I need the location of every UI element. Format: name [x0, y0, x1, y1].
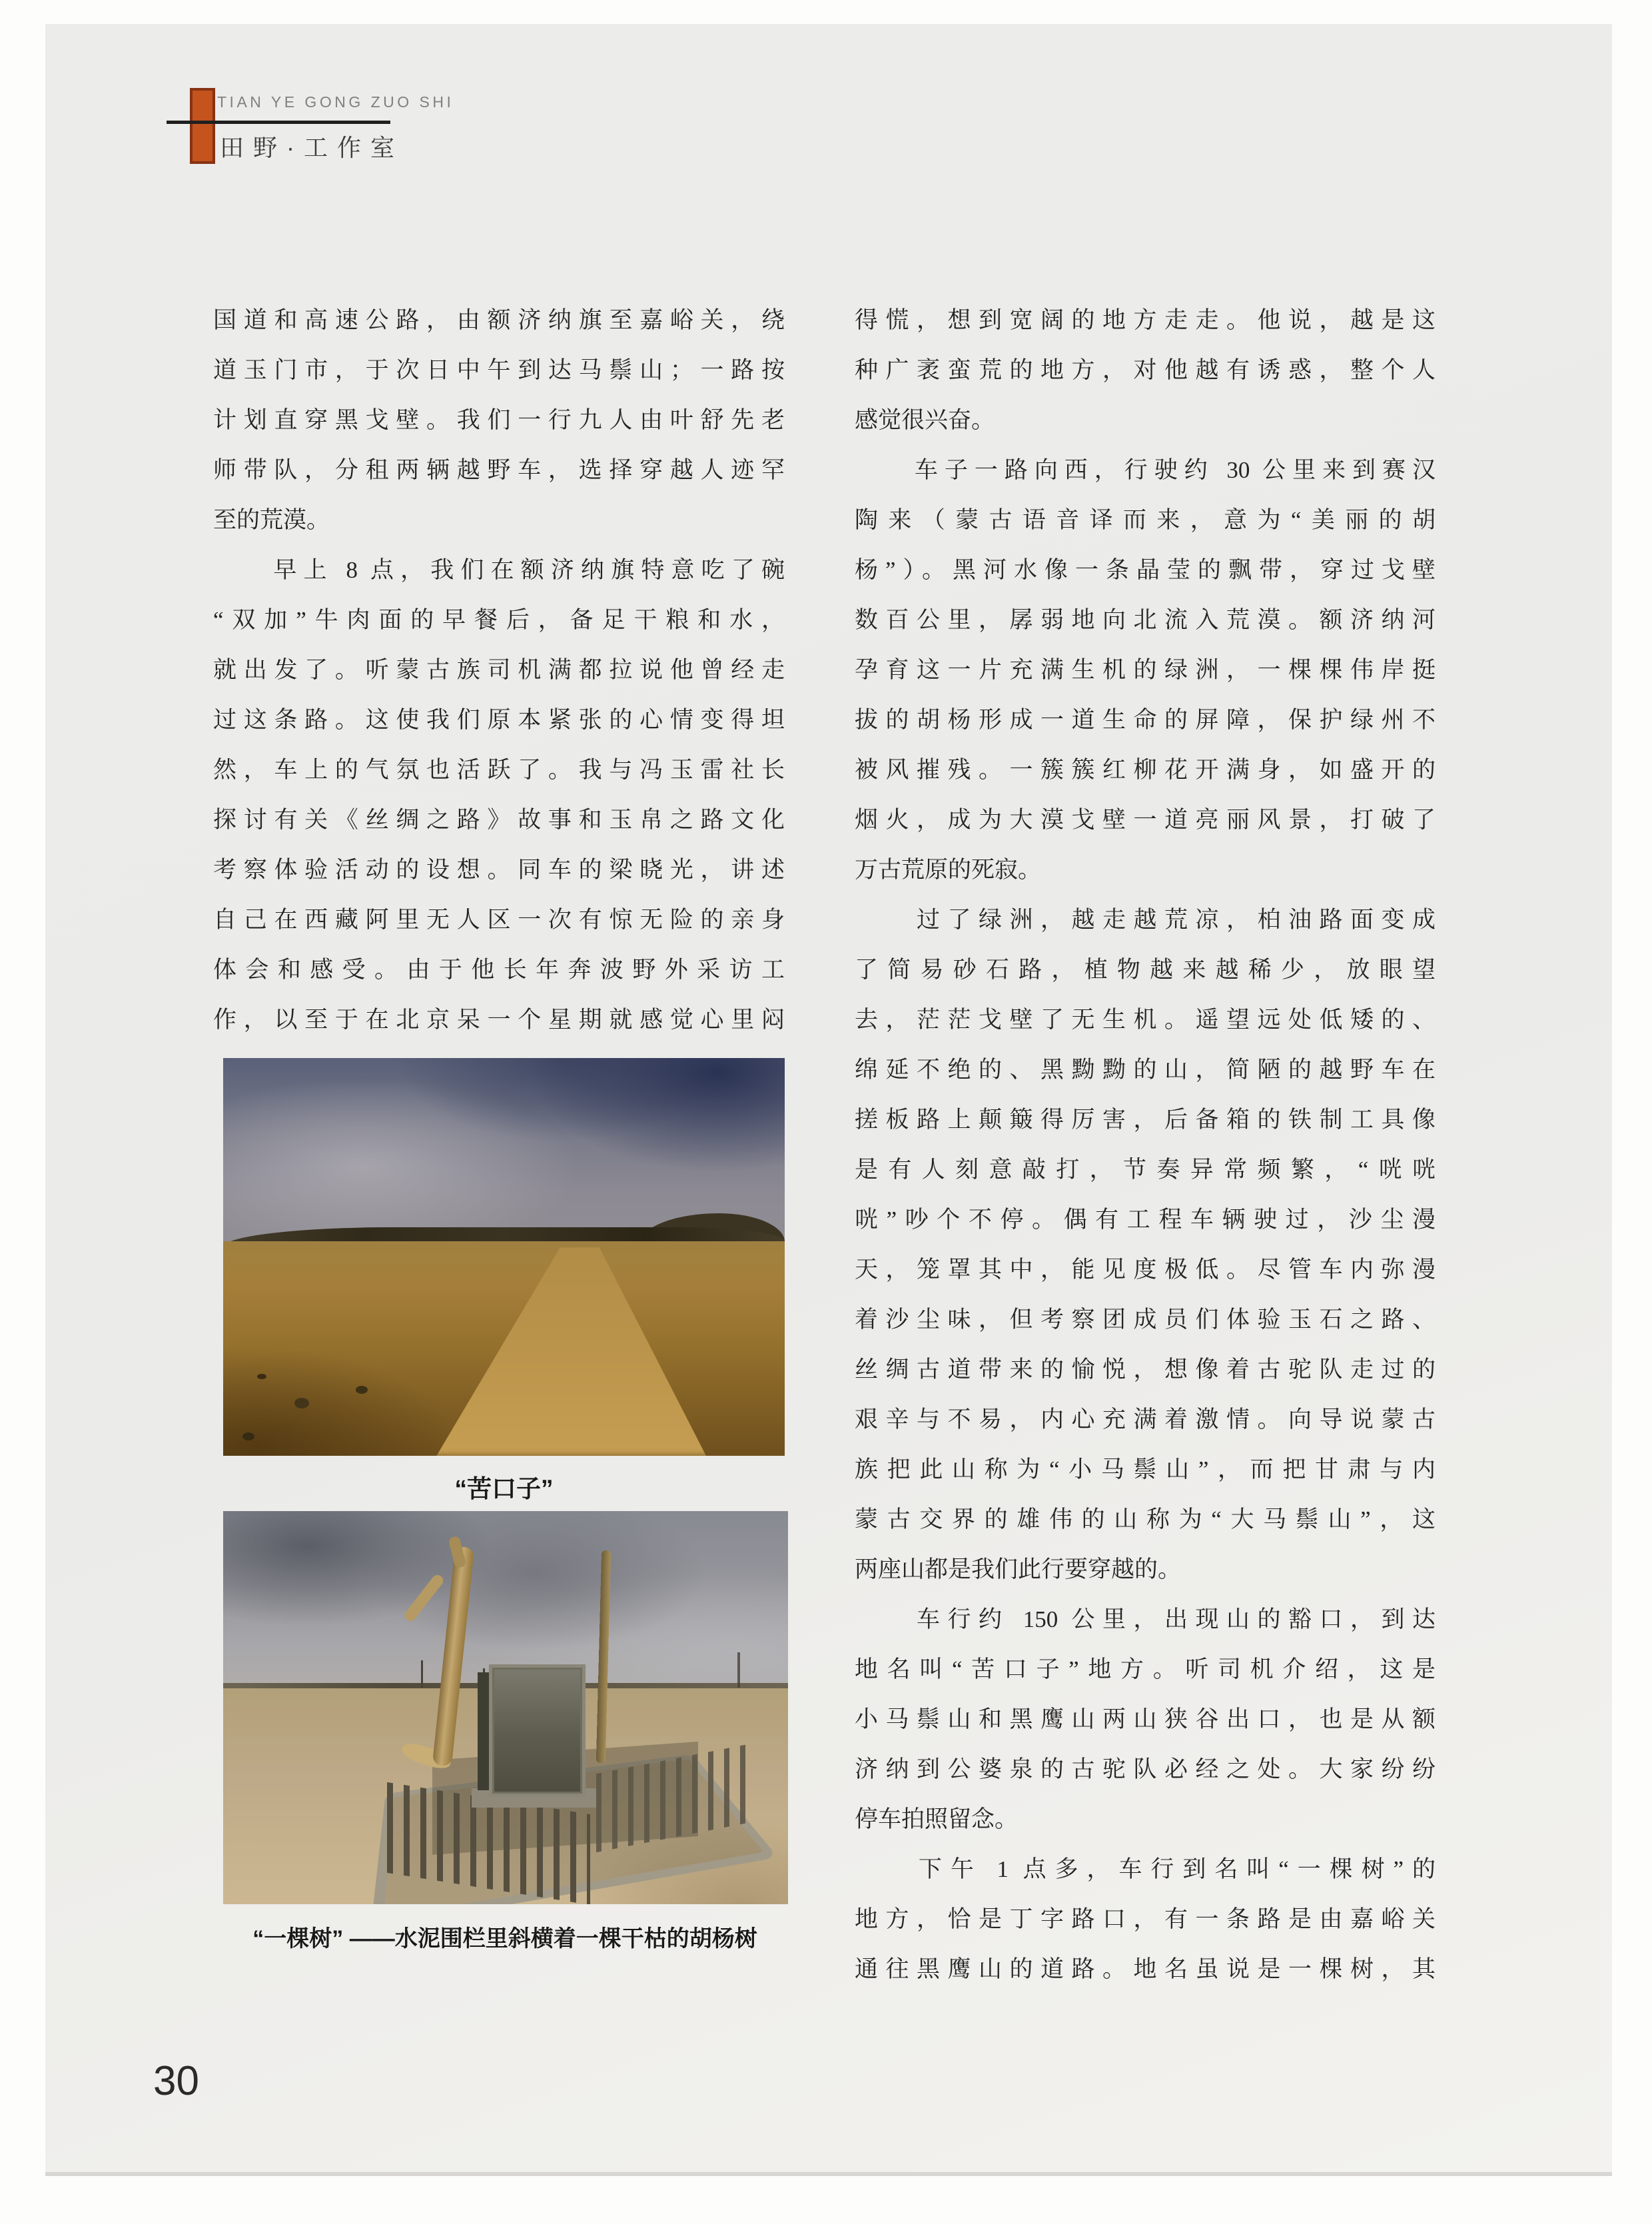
text-line: 杨”）。黑河水像一条晶莹的飘带，穿过戈壁 — [855, 557, 1436, 583]
text-line: 陶来（蒙古语音译而来，意为“美丽的胡 — [855, 507, 1436, 533]
column-title-pinyin: TIAN YE GONG ZUO SHI — [217, 93, 454, 111]
text-line: 师带队，分租两辆越野车，选择穿越人迹罕 — [213, 457, 785, 483]
text-line: 车子一路向西，行驶约 30 公里来到赛汉 — [855, 457, 1436, 483]
photo-desert-road — [223, 1058, 785, 1456]
text-line: 早上 8 点，我们在额济纳旗特意吃了碗 — [213, 557, 785, 583]
photo1-bushes — [257, 1374, 266, 1379]
photo2-stone-stele — [489, 1664, 586, 1797]
text-line: 计划直穿黑戈壁。我们一行九人由叶舒先老 — [213, 407, 785, 433]
text-line: 通往黑鹰山的道路。地名虽说是一棵树，其 — [855, 1956, 1436, 1982]
page-number: 30 — [153, 2058, 199, 2104]
text-line: 考察体验活动的设想。同车的梁晓光，讲述 — [213, 857, 785, 883]
text-line: 万古荒原的死寂。 — [855, 857, 1042, 883]
text-line: 艰辛与不易，内心充满着激情。向导说蒙古 — [855, 1406, 1436, 1432]
photo2-distant-pole — [737, 1652, 740, 1688]
paragraph — [855, 295, 1436, 445]
text-line: 搓板路上颠簸得厉害，后备箱的铁制工具像 — [855, 1107, 1436, 1133]
text-line: 得慌，想到宽阔的地方走走。他说，越是这 — [855, 307, 1436, 333]
paragraph — [855, 895, 1436, 1594]
text-line: 烟火，成为大漠戈壁一道亮丽风景，打破了 — [855, 807, 1436, 833]
paragraph — [213, 545, 785, 1045]
figure1-caption: “苦口子” — [454, 1475, 554, 1502]
text-line: 地名叫“苦口子”地方。听司机介绍，这是 — [855, 1656, 1436, 1682]
text-line: 体会和感受。由于他长年奔波野外采访工 — [213, 957, 785, 983]
header-orange-block-icon — [190, 88, 215, 164]
text-line: 小马鬃山和黑鹰山两山狭谷出口，也是从额 — [855, 1706, 1436, 1732]
column-title-chinese: 田野·工作室 — [220, 134, 404, 161]
text-line: 是有人刻意敲打，节奏异常频繁，“咣咣 — [855, 1157, 1436, 1183]
photo1-ground — [223, 1241, 785, 1456]
left-text-column — [213, 295, 785, 1045]
photo2-distant-pole — [421, 1660, 423, 1688]
text-line: 去，茫茫戈壁了无生机。遥望远处低矮的、 — [855, 1007, 1436, 1033]
text-line: 自己在西藏阿里无人区一次有惊无险的亲身 — [213, 907, 785, 933]
text-line: 停车拍照留念。 — [855, 1806, 1019, 1832]
text-line: 车行约 150 公里，出现山的豁口，到达 — [855, 1606, 1436, 1632]
text-line: 过这条路。这使我们原本紧张的心情变得坦 — [213, 707, 785, 733]
paragraph — [855, 1594, 1436, 1844]
text-line: 数百公里，孱弱地向北流入荒漠。额济纳河 — [855, 607, 1436, 633]
text-line: 然，车上的气氛也活跃了。我与冯玉雷社长 — [213, 757, 785, 783]
paragraph — [855, 1844, 1436, 1994]
text-line: 绵延不绝的、黑黝黝的山，简陋的越野车在 — [855, 1057, 1436, 1083]
paragraph — [213, 295, 785, 545]
text-line: 丝绸古道带来的愉悦，想像着古驼队走过的 — [855, 1357, 1436, 1383]
text-line: 种广袤蛮荒的地方，对他越有诱惑，整个人 — [855, 357, 1436, 383]
text-line: 至的荒漠。 — [213, 507, 330, 533]
text-line: 地方，恰是丁字路口，有一条路是由嘉峪关 — [855, 1906, 1436, 1932]
photo-dead-tree-enclosure — [223, 1511, 788, 1904]
text-line: 探讨有关《丝绸之路》故事和玉帛之路文化 — [213, 807, 785, 833]
text-line: “双加”牛肉面的早餐后，备足干粮和水， — [213, 607, 785, 633]
text-line: 下午 1 点多，车行到名叫“一棵树”的 — [855, 1856, 1436, 1882]
text-line: 孕育这一片充满生机的绿洲，一棵棵伟岸挺 — [855, 657, 1436, 683]
text-line: 被风摧残。一簇簇红柳花开满身，如盛开的 — [855, 757, 1436, 783]
photo2-sky — [223, 1511, 788, 1686]
text-line: 两座山都是我们此行要穿越的。 — [855, 1556, 1182, 1582]
text-line: 济纳到公婆泉的古驼队必经之处。大家纷纷 — [855, 1756, 1436, 1782]
text-line: 就出发了。听蒙古族司机满都拉说他曾经走 — [213, 657, 785, 683]
magazine-page — [45, 24, 1612, 2176]
text-line: 拔的胡杨形成一道生命的屏障，保护绿州不 — [855, 707, 1436, 733]
paragraph — [855, 445, 1436, 895]
text-line: 天，笼罩其中，能见度极低。尽管车内弥漫 — [855, 1257, 1436, 1283]
text-line: 了简易砂石路，植物越来越稀少，放眼望 — [855, 957, 1436, 983]
figure2-caption: “一棵树” ——水泥围栏里斜横着一棵干枯的胡杨树 — [252, 1926, 757, 1951]
text-line: 道玉门市，于次日中午到达马鬃山；一路按 — [213, 357, 785, 383]
text-line: 国道和高速公路，由额济纳旗至嘉峪关，绕 — [213, 307, 785, 333]
text-line: 咣”吵个不停。偶有工程车辆驶过，沙尘漫 — [855, 1207, 1436, 1233]
text-line: 感觉很兴奋。 — [855, 407, 995, 433]
text-line: 族把此山称为“小马鬃山”，而把甘肃与内 — [855, 1456, 1436, 1482]
text-line: 过了绿洲，越走越荒凉，柏油路面变成 — [855, 907, 1436, 933]
text-line: 作，以至于在北京呆一个星期就感觉心里闷 — [213, 1007, 785, 1033]
right-text-column — [855, 295, 1436, 1994]
photo1-dirt-road — [223, 1241, 785, 1456]
header-rule-line — [167, 121, 390, 124]
text-line: 蒙古交界的雄伟的山称为“大马鬃山”，这 — [855, 1506, 1436, 1532]
text-line: 着沙尘味，但考察团成员们体验玉石之路、 — [855, 1307, 1436, 1333]
